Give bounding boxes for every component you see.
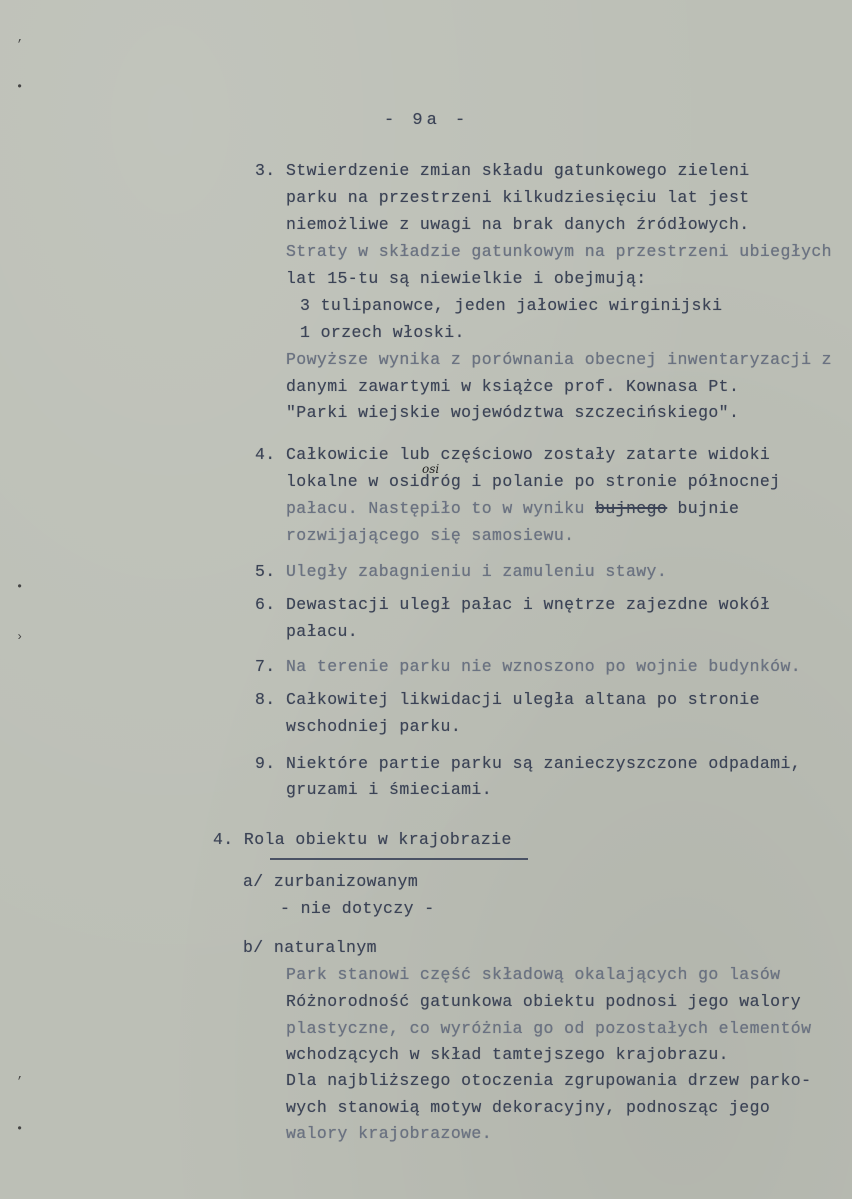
section-4b-line: walory krajobrazowe. [286, 1124, 493, 1143]
item-4-number: 4. [255, 445, 276, 464]
margin-mark: ’ [16, 1075, 24, 1089]
item-4-line-part: pałacu. Następiło to w wyniku [286, 499, 596, 518]
item-9-number: 9. [255, 754, 276, 773]
item-5-number: 5. [255, 562, 276, 581]
item-8-line: wschodniej parku. [286, 717, 462, 736]
item-8-line: Całkowitej likwidacji uległa altana po stronie [286, 690, 760, 709]
item-9-line: Niektóre partie parku są zanieczyszczone odpadami, [286, 754, 802, 773]
item-3-line: Straty w składzie gatunkowym na przestrzeni ubiegłych [286, 242, 832, 261]
item-3-line: Powyższe wynika z porównania obecnej inwentaryzacji z [286, 350, 832, 369]
section-4b-label: b/ naturalnym [243, 938, 377, 957]
item-6-line: Dewastacji uległ pałac i wnętrze zajezdne wokół [286, 595, 771, 614]
item-4-line [286, 501, 739, 518]
item-9-line: gruzami i śmieciami. [286, 780, 493, 799]
item-3-line: parku na przestrzeni kilkudziesięciu lat jest [286, 188, 750, 207]
margin-mark: ’ [16, 38, 24, 52]
section-4a-value: - nie dotyczy - [280, 899, 435, 918]
item-4-line-part: bujnie [667, 499, 740, 518]
heading-underline [270, 858, 528, 860]
section-4a-label: a/ zurbanizowanym [243, 872, 419, 891]
section-4-heading: 4. Rola obiektu w krajobrazie [213, 830, 512, 849]
margin-mark: › [16, 630, 24, 644]
section-4b-line: Dla najbliższego otoczenia zgrupowania drzew parko- [286, 1071, 812, 1090]
item-4-line-part: dróg i polanie po stronie północnej [419, 472, 781, 491]
section-4b-line: Park stanowi część składową okalających go lasów [286, 965, 781, 984]
item-3-line: lat 15-tu są niewielkie i obejmują: [286, 269, 647, 288]
item-3-line: niemożliwe z uwagi na brak danych źródłowych. [286, 215, 750, 234]
item-3-number: 3. [255, 161, 276, 180]
item-4-line: Całkowicie lub częściowo zostały zatarte widoki [286, 445, 771, 464]
item-6-line: pałacu. [286, 622, 359, 641]
section-4b-line: wchodzących w skład tamtejszego krajobrazu. [286, 1045, 729, 1064]
item-3-line: "Parki wiejskie województwa szczecińskiego". [286, 403, 740, 422]
item-5-text: Uległy zabagnieniu i zamuleniu stawy. [286, 562, 668, 581]
item-3-line: 3 tulipanowce, jeden jałowiec wirginijski [300, 296, 723, 315]
item-6-number: 6. [255, 595, 276, 614]
handwritten-correction: osi [422, 462, 440, 476]
margin-mark: • [16, 1122, 24, 1136]
section-4b-line: plastyczne, co wyróżnia go od pozostałych elementów [286, 1019, 812, 1038]
item-7-text: Na terenie parku nie wznoszono po wojnie budynków. [286, 657, 802, 676]
item-3-line: 1 orzech włoski. [300, 323, 465, 342]
margin-mark: • [16, 80, 24, 94]
section-4b-line: Różnorodność gatunkowa obiektu podnosi jego walory [286, 992, 802, 1011]
item-3-line: danymi zawartymi w książce prof. Kownasa Pt. [286, 377, 740, 396]
item-4-line: rozwijającego się samosiewu. [286, 526, 575, 545]
page-number: - 9a - [384, 111, 470, 130]
section-4b-line: wych stanowią motyw dekoracyjny, podnosząc jego [286, 1098, 771, 1117]
struck-word: bujnego [595, 499, 668, 518]
item-7-number: 7. [255, 657, 276, 676]
item-8-number: 8. [255, 690, 276, 709]
item-4-line-part: lokalne w osi [286, 472, 420, 491]
item-4-line [286, 474, 780, 491]
margin-mark: • [16, 580, 24, 594]
item-3-line: Stwierdzenie zmian składu gatunkowego zieleni [286, 161, 750, 180]
